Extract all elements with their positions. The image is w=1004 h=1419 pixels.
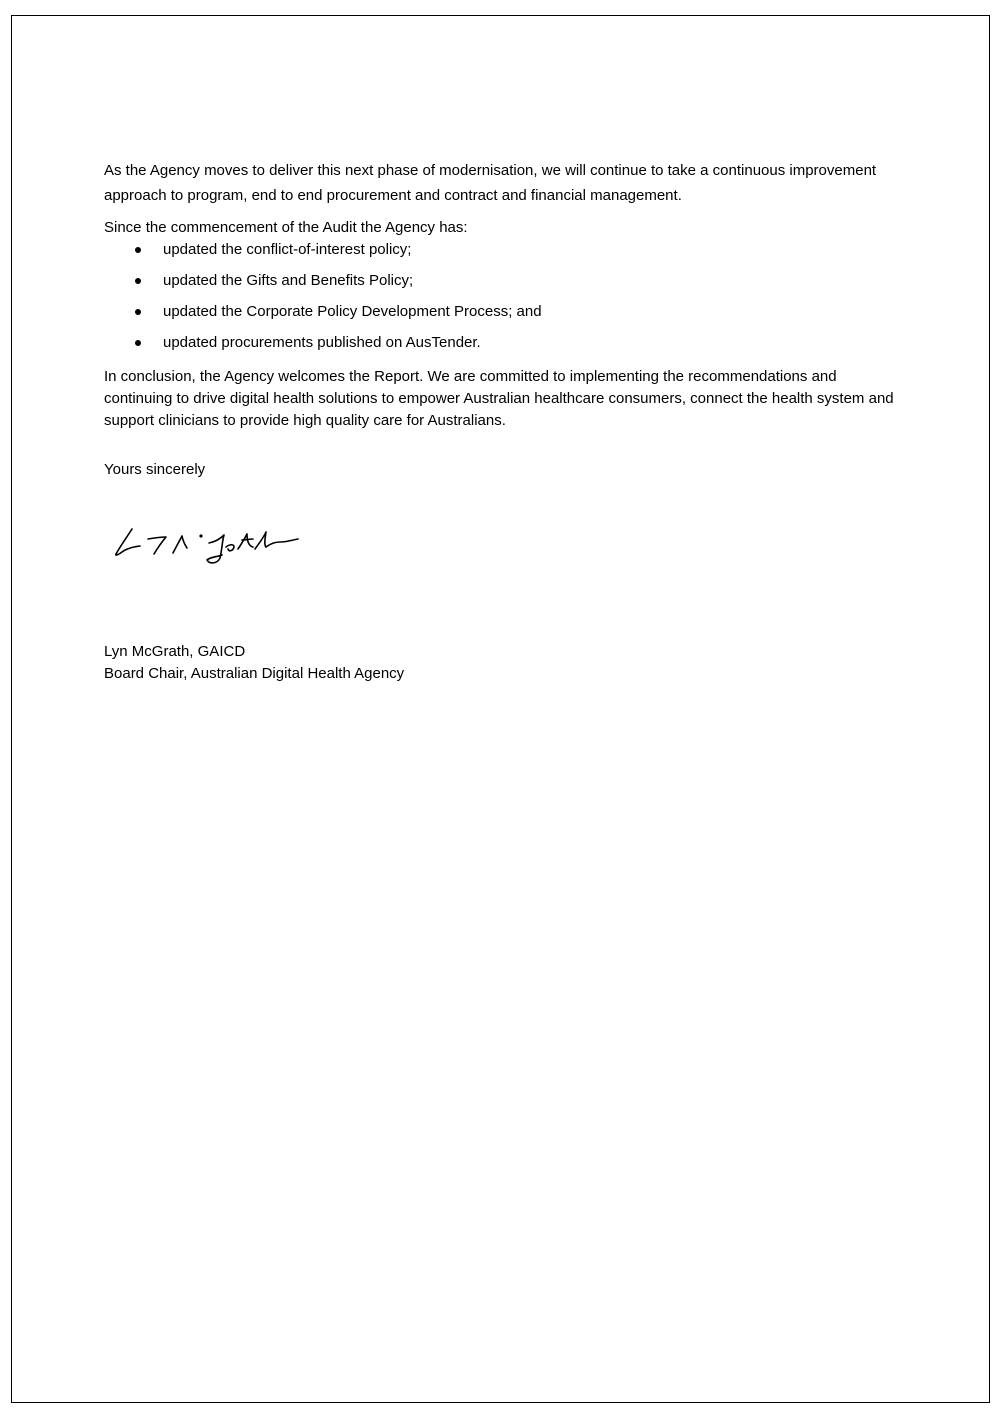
bullet-icon [135, 340, 141, 346]
intro-paragraph: As the Agency moves to deliver this next phase of modernisation, we will continue to take a continuous improvement approach to program, end to end procurement and contract and financial management. [104, 162, 877, 204]
closing-salutation: Yours sincerely [104, 461, 206, 478]
signatory-title: Board Chair, Australian Digital Health Agency [104, 665, 405, 682]
list-item [104, 332, 904, 354]
bullet-icon [135, 309, 141, 315]
list-item [104, 301, 904, 323]
bullet-icon [135, 278, 141, 284]
letter-body [104, 158, 904, 685]
list-item [104, 239, 904, 261]
list-item-text: updated procurements published on AusTender. [163, 334, 481, 351]
since-paragraph: Since the commencement of the Audit the Agency has: [104, 219, 468, 236]
conclusion-paragraph: In conclusion, the Agency welcomes the Report. We are committed to implementing the recommendations and continuing to drive digital health solutions to empower Australian healthcare consumers, connect the health system and support clinicians to provide high quality care for Australians. [104, 368, 894, 429]
actions-list [104, 239, 904, 354]
list-item-text: updated the Corporate Policy Development Process; and [163, 303, 542, 320]
list-item-text: updated the Gifts and Benefits Policy; [163, 272, 414, 289]
handwritten-signature [110, 525, 306, 571]
bullet-icon [135, 247, 141, 253]
list-item-text: updated the conflict-of-interest policy; [163, 241, 412, 258]
signatory-name: Lyn McGrath, GAICD [104, 643, 246, 660]
list-item [104, 270, 904, 292]
